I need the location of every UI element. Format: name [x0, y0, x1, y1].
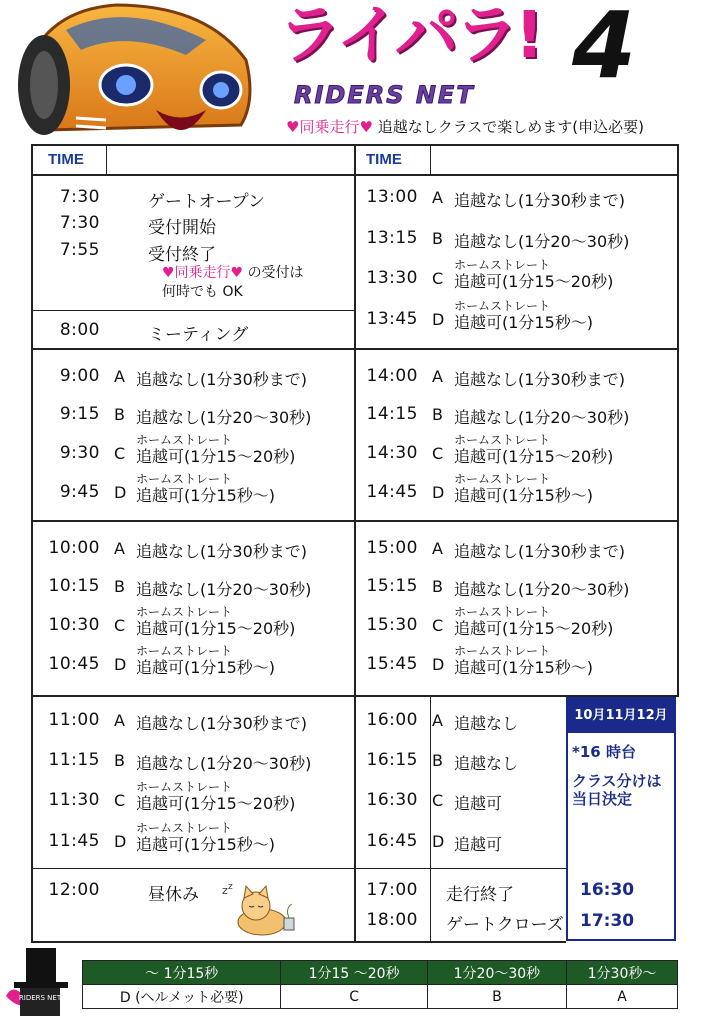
- class-description: 追越可(1分15～20秒): [136, 619, 296, 638]
- class-description: 追越可(1分15秒～): [136, 486, 276, 505]
- class-legend-table: [82, 960, 678, 1009]
- svg-text:z: z: [222, 884, 228, 897]
- class-letter: A: [114, 539, 125, 558]
- legend-cell: 1分20～30秒: [427, 961, 566, 985]
- class-letter: D: [114, 832, 127, 851]
- class-letter: D: [432, 832, 445, 851]
- class-letter: D: [432, 483, 445, 502]
- class-letter: C: [114, 791, 126, 810]
- riders-net-hat-logo: [2, 944, 78, 1022]
- time-cell: 14:15: [366, 404, 418, 424]
- lunch-label: 昼休み: [148, 885, 199, 905]
- class-sub-label: ホームストレート: [454, 644, 551, 658]
- class-letter: A: [114, 367, 125, 386]
- tagline: [286, 117, 644, 137]
- class-description: 追越可(1分15～20秒): [454, 447, 614, 466]
- class-letter: B: [432, 229, 443, 248]
- time-cell: 7:30: [59, 213, 100, 233]
- class-sub-label: ホームストレート: [136, 821, 233, 835]
- meeting-label: ミーティング: [148, 325, 249, 345]
- class-letter: A: [432, 539, 443, 558]
- legend-cell: 1分30秒～: [567, 961, 678, 985]
- class-description: 追越可: [454, 835, 503, 854]
- class-description: 追越可(1分15秒～): [454, 658, 594, 677]
- class-description: 追越可(1分15～20秒): [454, 619, 614, 638]
- time-cell: 16:15: [366, 750, 418, 770]
- class-letter: C: [432, 616, 444, 635]
- class-letter: C: [432, 791, 444, 810]
- alt-close-time: 17:30: [580, 911, 635, 931]
- time-cell: 17:00: [366, 880, 418, 900]
- class-description: 追越なし(1分20～30秒): [136, 754, 312, 773]
- car-mascot-illustration: [6, 0, 256, 150]
- time-cell: 10:00: [48, 538, 100, 558]
- class-description: 追越なし(1分20～30秒): [136, 580, 312, 599]
- class-letter: B: [432, 751, 443, 770]
- class-description: 追越なし(1分20～30秒): [136, 408, 312, 427]
- note-line: *16 時台: [572, 743, 636, 761]
- class-letter: B: [432, 577, 443, 596]
- ride-along-heart-label: ♥同乗走行♥: [162, 265, 244, 281]
- class-sub-label: ホームストレート: [136, 433, 233, 447]
- time-cell: 16:30: [366, 790, 418, 810]
- time-cell: 13:00: [366, 187, 418, 207]
- legend-cell: B: [427, 985, 566, 1009]
- time-cell: 13:30: [366, 268, 418, 288]
- class-letter: B: [114, 577, 125, 596]
- event-label: ゲートクローズ: [446, 915, 564, 935]
- alt-end-time: 16:30: [580, 880, 635, 900]
- class-sub-label: ホームストレート: [454, 433, 551, 447]
- time-cell: 12:00: [48, 880, 100, 900]
- ride-along-note-line1: の受付は: [247, 265, 304, 281]
- note-line: 当日決定: [572, 790, 633, 808]
- class-description: 追越なし(1分30秒まで): [136, 370, 308, 389]
- legend-class-row: [83, 985, 678, 1009]
- time-cell: 15:30: [366, 615, 418, 635]
- tagline-heart-label: ♥同乗走行♥: [286, 118, 373, 136]
- event-label: 受付開始: [148, 218, 216, 238]
- time-column-header-left: TIME: [48, 151, 84, 168]
- time-cell: 11:45: [48, 831, 100, 851]
- sleeping-cat-icon: [222, 880, 300, 938]
- class-description: 追越なし(1分30秒まで): [136, 714, 308, 733]
- time-cell: 16:45: [366, 831, 418, 851]
- event-title-number: 4: [572, 0, 637, 99]
- event-label: ゲートオープン: [148, 192, 265, 212]
- time-cell: 9:00: [59, 366, 100, 386]
- ride-along-note-line2: 何時でも OK: [162, 284, 243, 300]
- class-description: 追越なし: [454, 714, 519, 733]
- class-description: 追越なし(1分20～30秒): [454, 232, 630, 251]
- time-cell: 8:00: [59, 320, 100, 340]
- class-sub-label: ホームストレート: [136, 644, 233, 658]
- time-cell: 10:30: [48, 615, 100, 635]
- note-line: クラス分けは: [572, 772, 662, 790]
- class-letter: D: [114, 655, 127, 674]
- class-description: 追越なし(1分30秒まで): [136, 542, 308, 561]
- time-cell: 7:55: [59, 240, 100, 260]
- class-sub-label: ホームストレート: [136, 780, 233, 794]
- class-sub-label: ホームストレート: [136, 605, 233, 619]
- legend-cell: 1分15 ～20秒: [281, 961, 427, 985]
- class-description: 追越可(1分15～20秒): [454, 272, 614, 291]
- legend-cell: A: [567, 985, 678, 1009]
- class-sub-label: ホームストレート: [136, 472, 233, 486]
- class-description: 追越可(1分15秒～): [136, 835, 276, 854]
- legend-cell: D (ヘルメット必要): [83, 985, 281, 1009]
- legend-cell: ～ 1分15秒: [83, 961, 281, 985]
- time-cell: 15:00: [366, 538, 418, 558]
- time-cell: 9:30: [59, 443, 100, 463]
- time-cell: 18:00: [366, 910, 418, 930]
- time-cell: 14:45: [366, 482, 418, 502]
- class-letter: C: [114, 616, 126, 635]
- time-cell: 10:45: [48, 654, 100, 674]
- time-column-header-right: TIME: [366, 151, 402, 168]
- class-letter: D: [114, 483, 127, 502]
- class-description: 追越なし(1分30秒まで): [454, 370, 626, 389]
- time-cell: 14:00: [366, 366, 418, 386]
- legend-cell: C: [281, 985, 427, 1009]
- time-cell: 15:45: [366, 654, 418, 674]
- class-description: 追越なし(1分20～30秒): [454, 408, 630, 427]
- time-cell: 9:15: [59, 404, 100, 424]
- class-sub-label: ホームストレート: [454, 472, 551, 486]
- class-letter: D: [432, 310, 445, 329]
- ride-along-note: [162, 265, 304, 281]
- class-letter: C: [432, 269, 444, 288]
- class-description: 追越可(1分15秒～): [454, 486, 594, 505]
- seasonal-note-box: [566, 697, 676, 941]
- class-description: 追越なし(1分20～30秒): [454, 580, 630, 599]
- event-title: ライパラ!: [278, 0, 540, 73]
- class-letter: B: [432, 405, 443, 424]
- time-cell: 7:30: [59, 187, 100, 207]
- class-letter: B: [114, 405, 125, 424]
- time-cell: 11:15: [48, 750, 100, 770]
- class-letter: A: [432, 188, 443, 207]
- event-label: 走行終了: [446, 885, 514, 905]
- class-sub-label: ホームストレート: [454, 258, 551, 272]
- svg-text:z: z: [228, 882, 233, 892]
- brand-logo-text: RIDERS NET: [294, 81, 475, 109]
- time-cell: 11:00: [48, 710, 100, 730]
- time-cell: 16:00: [366, 710, 418, 730]
- class-description: 追越可: [454, 794, 503, 813]
- class-description: 追越可(1分15秒～): [454, 313, 594, 332]
- class-letter: A: [432, 711, 443, 730]
- class-sub-label: ホームストレート: [454, 605, 551, 619]
- class-description: 追越なし: [454, 754, 519, 773]
- logo-text: RIDERS NET: [18, 994, 62, 1002]
- class-letter: A: [114, 711, 125, 730]
- class-sub-label: ホームストレート: [454, 299, 551, 313]
- class-letter: D: [432, 655, 445, 674]
- tagline-text: 追越なしクラスで楽しめます(申込必要): [377, 118, 644, 136]
- time-cell: 10:15: [48, 576, 100, 596]
- class-letter: A: [432, 367, 443, 386]
- time-cell: 14:30: [366, 443, 418, 463]
- class-description: 追越可(1分15秒～): [136, 658, 276, 677]
- class-letter: C: [432, 444, 444, 463]
- time-cell: 13:45: [366, 309, 418, 329]
- class-letter: B: [114, 751, 125, 770]
- class-description: 追越可(1分15～20秒): [136, 447, 296, 466]
- note-box-heading: 10月11月12月: [568, 699, 674, 733]
- legend-header-row: [83, 961, 678, 985]
- time-cell: 15:15: [366, 576, 418, 596]
- class-letter: C: [114, 444, 126, 463]
- time-cell: 11:30: [48, 790, 100, 810]
- time-cell: 13:15: [366, 228, 418, 248]
- class-description: 追越可(1分15～20秒): [136, 794, 296, 813]
- time-cell: 9:45: [59, 482, 100, 502]
- class-description: 追越なし(1分30秒まで): [454, 542, 626, 561]
- class-description: 追越なし(1分30秒まで): [454, 191, 626, 210]
- event-label: 受付終了: [148, 245, 216, 265]
